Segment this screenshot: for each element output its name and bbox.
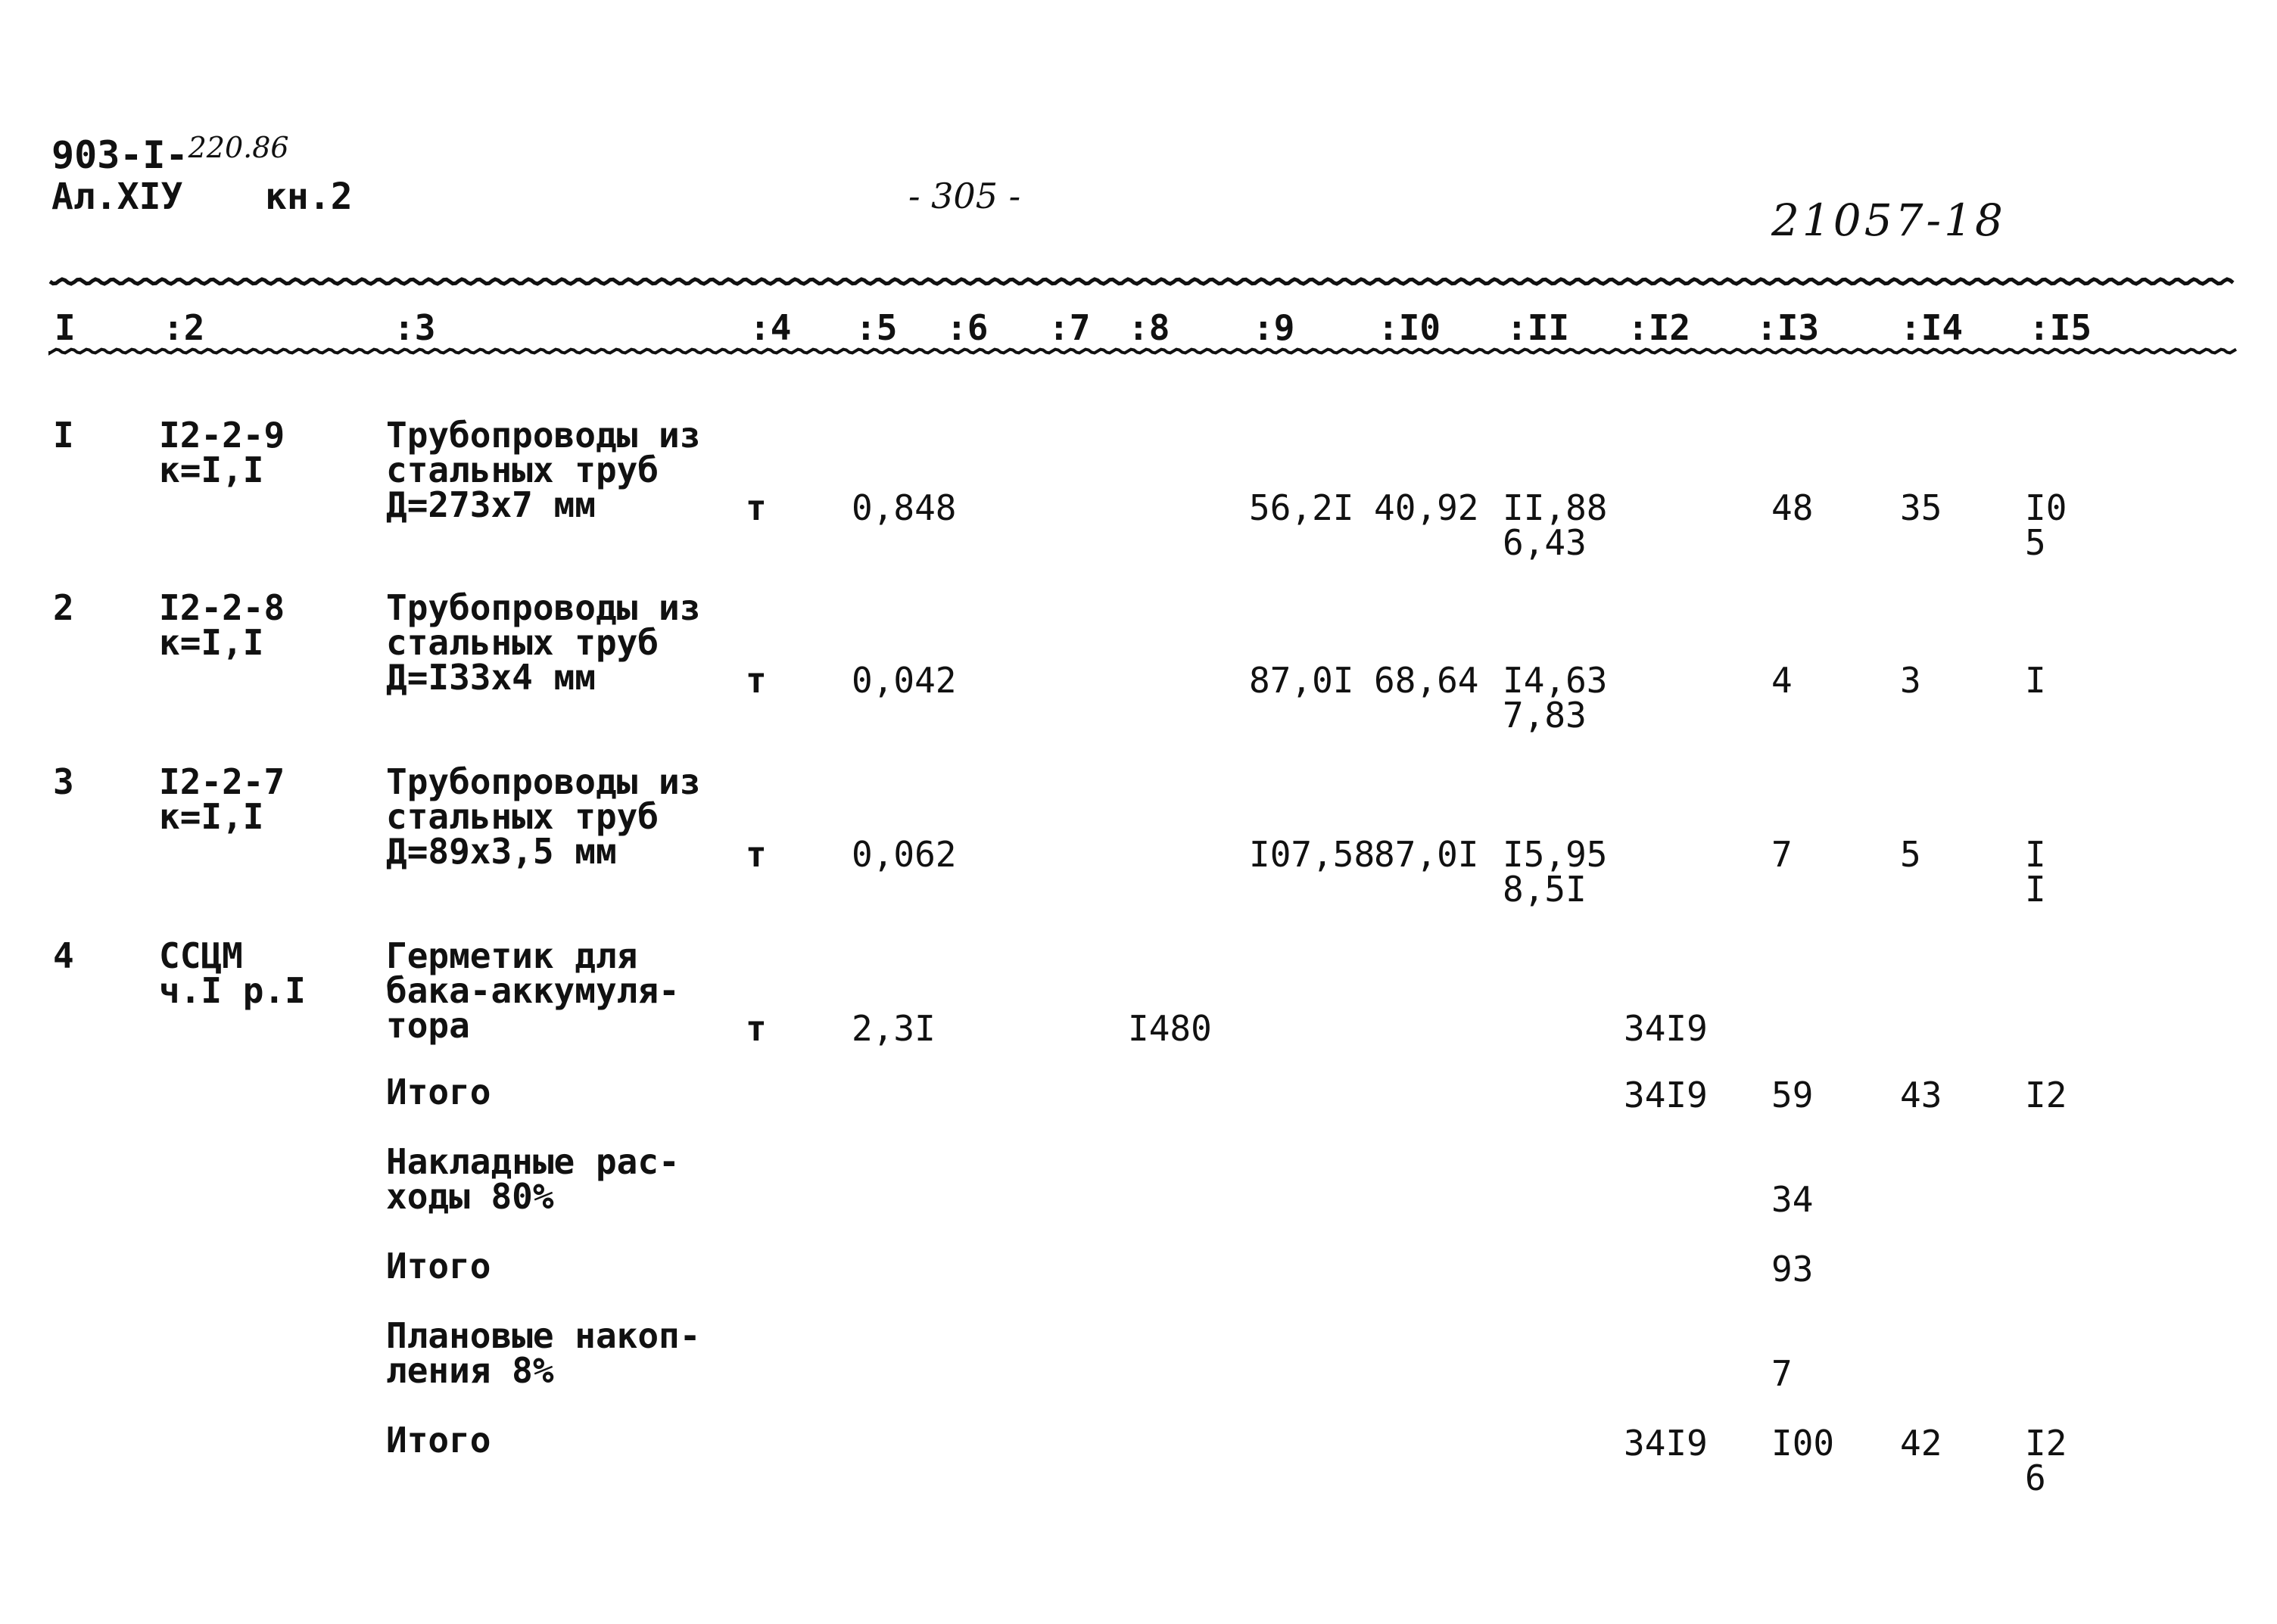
row-name-line: бака-аккумуля- <box>386 970 680 1011</box>
row-name-line: Трубопроводы из <box>386 587 701 628</box>
row-col10: 68,64 <box>1374 660 1479 701</box>
column-header-7: :7 <box>1048 307 1091 348</box>
total-label-line: ходы 80% <box>386 1176 554 1217</box>
column-header-13: :I3 <box>1756 307 1820 348</box>
row-unit: т <box>746 1008 767 1049</box>
column-header-6: :6 <box>946 307 989 348</box>
row-code-line: I2-2-7 <box>159 761 285 802</box>
row-name-line: Д=I33х4 мм <box>386 657 596 698</box>
row-col15-line: I0 <box>2025 487 2067 528</box>
total-label-line: Итого <box>386 1420 491 1461</box>
total-col15-line: 6 <box>2025 1458 2046 1498</box>
total-col13: 59 <box>1771 1075 1814 1115</box>
total-col13: I00 <box>1771 1423 1835 1464</box>
row-col11-line: 7,83 <box>1503 695 1587 736</box>
column-header-12: :I2 <box>1628 307 1691 348</box>
row-col14: 3 <box>1900 660 1921 701</box>
row-name-line: стальных труб <box>386 622 659 663</box>
row-col10: 40,92 <box>1374 487 1479 528</box>
column-header-8: :8 <box>1128 307 1170 348</box>
row-col13: 7 <box>1771 834 1793 875</box>
row-col13: 48 <box>1771 487 1814 528</box>
album-label: Ал.XIУ <box>51 176 183 218</box>
row-quantity: 0,042 <box>852 660 957 701</box>
row-col13: 4 <box>1771 660 1793 701</box>
total-col13: 7 <box>1771 1353 1793 1394</box>
row-number: 4 <box>53 935 74 976</box>
row-name-line: стальных труб <box>386 450 659 490</box>
total-col12: 34I9 <box>1624 1075 1708 1115</box>
row-name-line: Герметик для <box>386 935 638 976</box>
archive-number: 21057-18 <box>1771 194 2006 246</box>
total-label-line: Итого <box>386 1072 491 1112</box>
row-name-line: стальных труб <box>386 796 659 837</box>
row-number: 3 <box>53 761 74 802</box>
row-col11-line: I4,63 <box>1503 660 1608 701</box>
row-col11-line: 8,5I <box>1503 869 1587 910</box>
total-col12: 34I9 <box>1624 1423 1708 1464</box>
row-col11-line: I5,95 <box>1503 834 1608 875</box>
total-col13: 93 <box>1771 1249 1814 1290</box>
total-label-line: Итого <box>386 1246 491 1286</box>
row-col11-line: 6,43 <box>1503 522 1587 563</box>
page-number: - 305 - <box>908 176 1021 216</box>
row-name-line: Д=273х7 мм <box>386 484 596 525</box>
column-header-4: :4 <box>749 307 792 348</box>
row-code-line: I2-2-8 <box>159 587 285 628</box>
row-name-line: Д=89х3,5 мм <box>386 831 617 872</box>
row-number: 2 <box>53 587 74 628</box>
total-col14: 43 <box>1900 1075 1942 1115</box>
column-header-3: :3 <box>394 307 436 348</box>
document-code <box>51 131 289 177</box>
row-col14: 5 <box>1900 834 1921 875</box>
row-code-line: I2-2-9 <box>159 415 285 456</box>
column-header-14: :I4 <box>1900 307 1964 348</box>
row-col12: 34I9 <box>1624 1008 1708 1049</box>
top-divider-line <box>0 266 2277 297</box>
row-col15-line: I <box>2025 869 2046 910</box>
document-code-handwritten: 220.86 <box>188 131 289 164</box>
row-unit: т <box>746 660 767 701</box>
row-name-line: Трубопроводы из <box>386 415 701 456</box>
column-header-5: :5 <box>855 307 898 348</box>
row-unit: т <box>746 834 767 875</box>
total-label-line: ления 8% <box>386 1350 554 1391</box>
row-col9: I07,58 <box>1249 834 1375 875</box>
row-code-line: к=I,I <box>159 796 264 837</box>
row-unit: т <box>746 487 767 528</box>
row-col14: 35 <box>1900 487 1942 528</box>
total-label-line: Плановые накоп- <box>386 1315 701 1356</box>
row-col11-line: II,88 <box>1503 487 1608 528</box>
row-col9: 87,0I <box>1249 660 1354 701</box>
book-label: кн.2 <box>265 176 353 218</box>
row-code-line: ч.I р.I <box>159 970 306 1011</box>
header-divider-line <box>0 339 2277 369</box>
document-code-typed: 903-I- <box>51 133 188 177</box>
total-col15-line: I2 <box>2025 1423 2067 1464</box>
row-col8: I480 <box>1128 1008 1212 1049</box>
row-col15-line: I <box>2025 660 2046 701</box>
total-col14: 42 <box>1900 1423 1942 1464</box>
row-quantity: 2,3I <box>852 1008 936 1049</box>
total-col13: 34 <box>1771 1179 1814 1220</box>
row-col10: 87,0I <box>1374 834 1479 875</box>
row-number: I <box>53 415 74 456</box>
column-header-2: :2 <box>163 307 205 348</box>
row-quantity: 0,062 <box>852 834 957 875</box>
row-col15-line: 5 <box>2025 522 2046 563</box>
total-col15-line: I2 <box>2025 1075 2067 1115</box>
row-code-line: к=I,I <box>159 622 264 663</box>
row-col15-line: I <box>2025 834 2046 875</box>
row-col9: 56,2I <box>1249 487 1354 528</box>
column-header-1: I <box>55 307 76 348</box>
column-header-11: :II <box>1506 307 1570 348</box>
row-quantity: 0,848 <box>852 487 957 528</box>
column-header-10: :I0 <box>1378 307 1441 348</box>
column-header-9: :9 <box>1253 307 1295 348</box>
column-header-15: :I5 <box>2029 307 2092 348</box>
row-name-line: тора <box>386 1005 470 1046</box>
total-label-line: Накладные рас- <box>386 1141 680 1182</box>
row-name-line: Трубопроводы из <box>386 761 701 802</box>
row-code-line: ССЦМ <box>159 935 243 976</box>
row-code-line: к=I,I <box>159 450 264 490</box>
